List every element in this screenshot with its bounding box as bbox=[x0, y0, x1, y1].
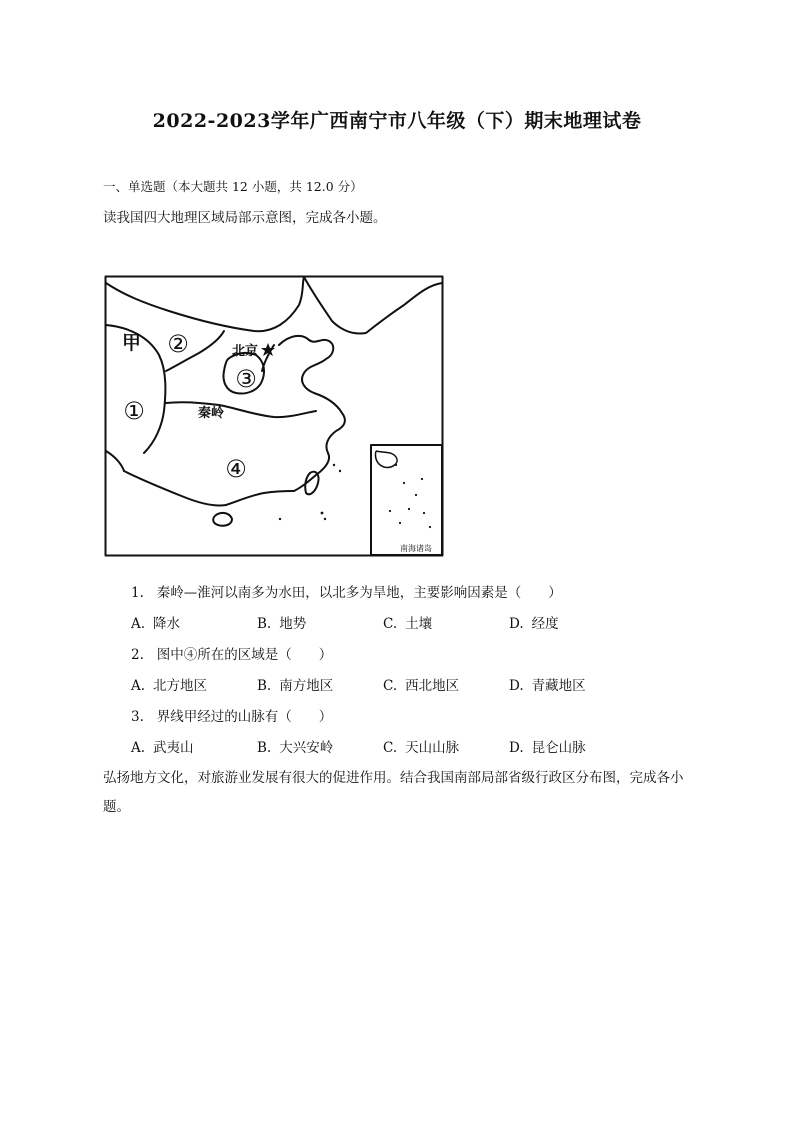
hainan-island bbox=[213, 513, 232, 526]
option-c[interactable]: C. 西北地区 bbox=[383, 678, 460, 694]
option-d[interactable]: D. 青藏地区 bbox=[509, 678, 586, 694]
northern-boundary bbox=[106, 277, 304, 331]
option-b[interactable]: B. 地势 bbox=[257, 616, 307, 632]
intro-text: 读我国四大地理区域局部示意图，完成各小题。 bbox=[103, 210, 387, 226]
question-2-options bbox=[131, 674, 691, 694]
qinling-huaihe-line bbox=[166, 402, 316, 417]
option-b[interactable]: B. 南方地区 bbox=[257, 678, 334, 694]
option-d[interactable]: D. 昆仑山脉 bbox=[509, 740, 586, 756]
option-d[interactable]: D. 经度 bbox=[509, 616, 559, 632]
option-b[interactable]: B. 大兴安岭 bbox=[257, 740, 334, 756]
label-region-1: ① bbox=[123, 397, 145, 425]
question-2 bbox=[131, 643, 332, 663]
question-number: 2. bbox=[131, 647, 144, 663]
closing-paragraph: 弘扬地方文化，对旅游业发展有很大的促进作用。结合我国南部局部省级行政区分布图，完成各小题。 bbox=[103, 770, 684, 815]
question-number: 1. bbox=[131, 585, 144, 601]
label-qinling: 秦岭 bbox=[198, 406, 225, 421]
question-1-options bbox=[131, 612, 691, 632]
label-region-3: ③ bbox=[235, 365, 257, 393]
section-heading: 一、单选题（本大题共 12 小题，共 12.0 分） bbox=[103, 179, 363, 194]
question-1 bbox=[131, 581, 562, 601]
question-text: 秦岭—淮河以南多为水田，以北多为旱地，主要影响因素是（ ） bbox=[156, 585, 562, 601]
option-a[interactable]: A. 武夷山 bbox=[131, 740, 194, 756]
inset-coastline bbox=[375, 451, 397, 467]
label-inset-note: 南海诸岛 bbox=[400, 544, 432, 553]
label-region-4: ④ bbox=[225, 455, 247, 483]
southwest-boundary bbox=[106, 451, 124, 471]
option-a[interactable]: A. 降水 bbox=[131, 616, 181, 632]
coastline-south bbox=[124, 471, 294, 506]
question-number: 3. bbox=[131, 709, 144, 725]
question-3-options bbox=[131, 736, 691, 756]
inset-frame bbox=[371, 445, 442, 555]
label-jia: 甲 bbox=[122, 332, 142, 354]
coastline-north bbox=[279, 336, 345, 491]
question-text: 界线甲经过的山脉有（ ） bbox=[156, 709, 333, 725]
option-c[interactable]: C. 土壤 bbox=[383, 616, 433, 632]
page-title: 2022-2023学年广西南宁市八年级（下）期末地理试卷 bbox=[152, 110, 642, 132]
option-a[interactable]: A. 北方地区 bbox=[131, 678, 208, 694]
region-map bbox=[104, 275, 444, 557]
scattered-islands bbox=[279, 464, 431, 528]
question-text: 图中④所在的区域是（ ） bbox=[156, 647, 333, 663]
option-c[interactable]: C. 天山山脉 bbox=[383, 740, 460, 756]
label-beijing: 北京 bbox=[232, 344, 259, 359]
question-3 bbox=[131, 705, 332, 725]
label-region-2: ② bbox=[167, 330, 189, 358]
northeast-boundary bbox=[304, 277, 442, 334]
